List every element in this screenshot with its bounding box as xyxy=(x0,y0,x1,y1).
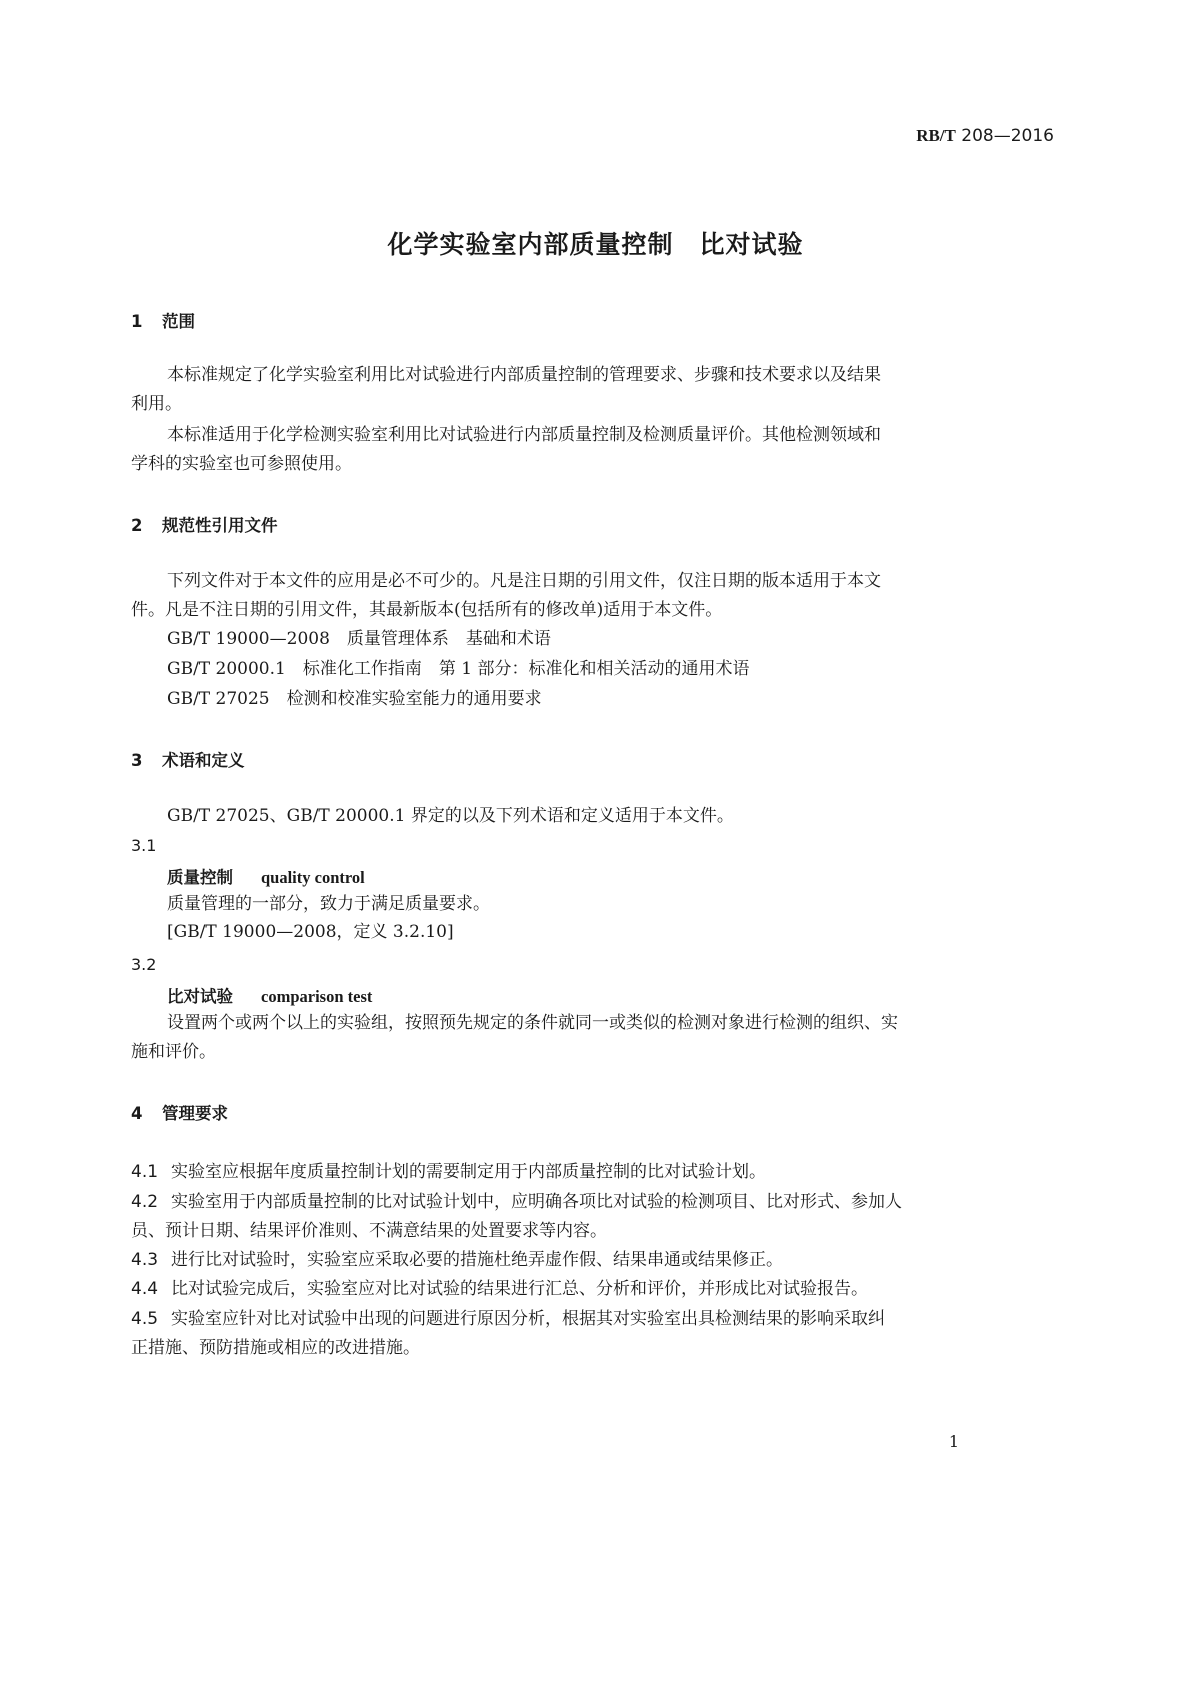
clause-item: 4.2 实验室用于内部质量控制的比对试验计划中，应明确各项比对试验的检测项目、比对形式、参加人 xyxy=(131,1192,902,1212)
term-en: comparison test xyxy=(261,987,373,1006)
term-zh: 质量控制 xyxy=(167,868,233,887)
term-entry xyxy=(167,864,365,888)
term-definition: 设置两个或两个以上的实验组，按照预先规定的条件就同一或类似的检测对象进行检测的组织、实 xyxy=(167,1013,898,1033)
paragraph-line: 下列文件对于本文件的应用是必不可少的。凡是注日期的引用文件，仅注日期的版本适用于本文 xyxy=(167,571,881,591)
clause-item: 4.4 比对试验完成后，实验室应对比对试验的结果进行汇总、分析和评价，并形成比对试验报告。 xyxy=(131,1279,868,1299)
paragraph-line: GB/T 27025、GB/T 20000.1 界定的以及下列术语和定义适用于本文件。 xyxy=(167,806,734,826)
paragraph-line: 学科的实验室也可参照使用。 xyxy=(131,454,352,474)
section-heading-terms: 3 术语和定义 xyxy=(131,751,245,770)
page-number: 1 xyxy=(948,1432,959,1451)
standard-number xyxy=(916,126,1054,146)
paragraph-line: 本标准适用于化学检测实验室利用比对试验进行内部质量控制及检测质量评价。其他检测领域和 xyxy=(167,425,881,445)
paragraph-line: 件。凡是不注日期的引用文件，其最新版本(包括所有的修改单)适用于本文件。 xyxy=(131,600,723,620)
standard-code: 208—2016 xyxy=(961,126,1054,146)
section-heading-scope: 1 范围 xyxy=(131,312,195,331)
term-en: quality control xyxy=(261,868,365,887)
reference-item: GB/T 20000.1 标准化工作指南 第 1 部分：标准化和相关活动的通用术语 xyxy=(167,659,750,679)
reference-item: GB/T 27025 检测和校准实验室能力的通用要求 xyxy=(167,689,542,709)
clause-item: 4.5 实验室应针对比对试验中出现的问题进行原因分析，根据其对实验室出具检测结果的影响采取纠 xyxy=(131,1309,885,1329)
term-definition: 质量管理的一部分，致力于满足质量要求。 xyxy=(167,894,490,914)
term-number: 3.2 xyxy=(131,955,157,974)
page-title: 化学实验室内部质量控制 比对试验 xyxy=(387,230,804,259)
paragraph-line: 本标准规定了化学实验室利用比对试验进行内部质量控制的管理要求、步骤和技术要求以及结果 xyxy=(167,365,881,385)
reference-item: GB/T 19000—2008 质量管理体系 基础和术语 xyxy=(167,629,551,649)
term-source: [GB/T 19000—2008，定义 3.2.10] xyxy=(167,922,454,942)
standard-prefix: RB/T xyxy=(916,126,956,145)
clause-continuation: 正措施、预防措施或相应的改进措施。 xyxy=(131,1338,420,1358)
clause-item: 4.1 实验室应根据年度质量控制计划的需要制定用于内部质量控制的比对试验计划。 xyxy=(131,1162,766,1182)
term-definition: 施和评价。 xyxy=(131,1042,216,1062)
paragraph-line: 利用。 xyxy=(131,394,182,414)
clause-item: 4.3 进行比对试验时，实验室应采取必要的措施杜绝弄虚作假、结果串通或结果修正。 xyxy=(131,1250,783,1270)
term-zh: 比对试验 xyxy=(167,987,233,1006)
clause-continuation: 员、预计日期、结果评价准则、不满意结果的处置要求等内容。 xyxy=(131,1221,607,1241)
term-entry xyxy=(167,983,372,1007)
section-heading-normative-references: 2 规范性引用文件 xyxy=(131,516,278,535)
section-heading-management: 4 管理要求 xyxy=(131,1104,228,1123)
term-number: 3.1 xyxy=(131,836,157,855)
